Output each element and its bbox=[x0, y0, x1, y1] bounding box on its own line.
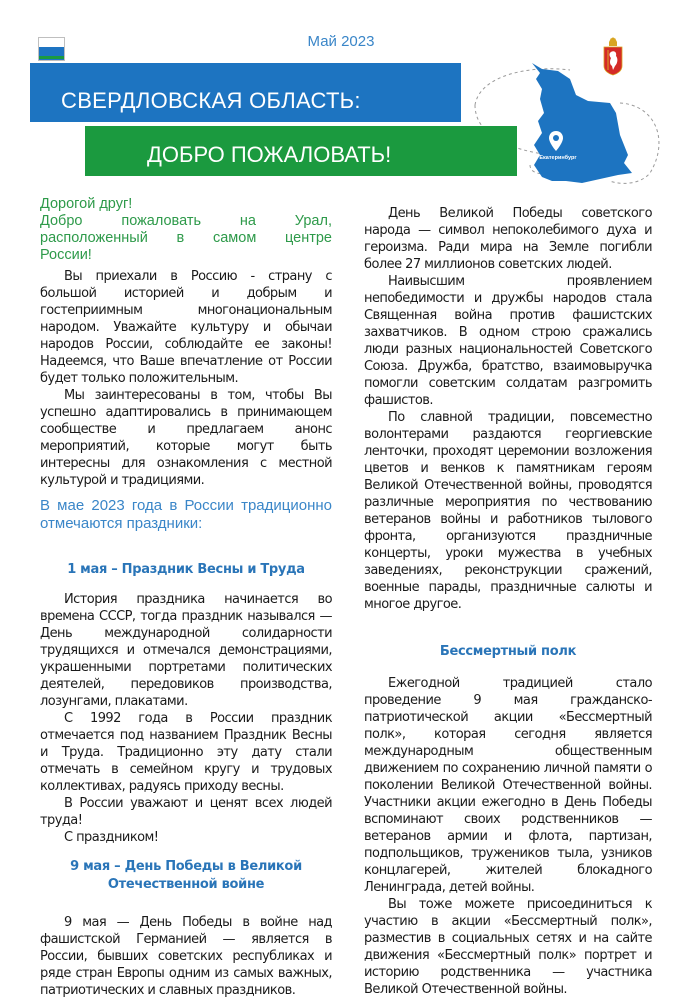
map-city-label: Екатеринбург bbox=[539, 155, 577, 161]
section-paragraph: 9 мая — День Победы в войне над фашистской Германией — является в России, бывших советских республиках и ряде стран Европы одним из самых важных, патриотических и славных праздников. bbox=[40, 915, 332, 998]
coat-of-arms-icon bbox=[601, 36, 625, 76]
holidays-lead: В мае 2023 года в России традиционно отмечаются праздники: bbox=[40, 497, 332, 532]
victory-paragraph: По славной традиции, повсеместно волонтерами раздаются георгиевские ленточки, проходят церемонии возложения цветов и венков к памятникам героям Великой Отечественной войны, проводятся различные мероприятия по чествованию ветеранов войны и работников тылового фронта, организуются праздничные концерты, уроки мужества в учебных заведениях, реконструкции сражений, военные парады, праздничные салюты и многое другое. bbox=[364, 410, 652, 612]
greeting-line: расположенный в самом центре bbox=[40, 230, 332, 246]
section-title-line: 9 мая – День Победы в Великой bbox=[70, 859, 302, 874]
intro-paragraph: Мы заинтересованы в том, чтобы Вы успешно адаптировались в принимающем сообществе и предлагаем анонс мероприятий, которые могут быть интересны для ознакомления с местной культурой и традициями. bbox=[40, 388, 332, 488]
title-region: СВЕРДЛОВСКАЯ ОБЛАСТЬ: bbox=[61, 88, 361, 113]
section-paragraph: Ежегодной традицией стало проведение 9 мая гражданско-патриотической акции «Бессмертный полк», которая сегодня является международным общественным движением по сохранению личной памяти о поколении Великой Отечественной войны. Участники акции ежегодно в День Победы вспоминают своих родственников — ветеранов армии и флота, партизан, подпольщиков, тружеников тыла, узников концлагерей, жителей блокадного Ленинграда, детей войны. bbox=[364, 676, 652, 895]
greeting-line: России! bbox=[40, 247, 92, 263]
section-paragraph: С праздником! bbox=[64, 830, 159, 845]
greeting bbox=[40, 196, 332, 264]
section-paragraph: В России уважают и ценят всех людей труда! bbox=[40, 796, 332, 828]
title-welcome: ДОБРО ПОЖАЛОВАТЬ! bbox=[147, 142, 392, 167]
section-title-may1: 1 мая – Праздник Весны и Труда bbox=[67, 562, 305, 577]
victory-paragraph: Наивысшим проявлением непобедимости и дружбы народов стала Священная война против фашистских захватчиков. В одном строю сражались люди разных национальностей Советского Союза. Дружба, братство, взаимовыручка помогли советским солдатам разгромить фашистов. bbox=[364, 274, 652, 408]
location-pin-icon bbox=[548, 130, 564, 152]
left-column bbox=[40, 196, 332, 999]
section-paragraph: Вы тоже можете присоединиться к участию в акции «Бессмертный полк», разместив в социальных сетях и на сайте движения «Бессмертный полк» портрет и историю родственника — участника Великой Отечественной войны. bbox=[364, 897, 652, 997]
greeting-line: Добро пожаловать на Урал, bbox=[40, 213, 332, 229]
issue-date: Май 2023 bbox=[307, 33, 375, 50]
victory-paragraph: День Великой Победы советского народа — символ непоколебимого духа и героизма. Ради мира на Земле погибли более 27 миллионов советских людей. bbox=[364, 206, 652, 272]
section-paragraph: С 1992 года в России праздник отмечается под названием Праздник Весны и Труда. Традиционно эту дату стали отмечать в семейном кругу и трудовых коллективах, радуясь приходу весны. bbox=[40, 711, 332, 794]
section-paragraph: История праздника начинается во времена СССР, тогда праздник назывался — День международной солидарности трудящихся и отмечался демонстрациями, украшенными портретами политических деятелей, передовиков производства, лозунгами, плакатами. bbox=[40, 592, 332, 709]
section-title-immortal-regiment: Бессмертный полк bbox=[439, 644, 577, 659]
section-title-line: Отечественной войне bbox=[107, 877, 265, 892]
greeting-line: Дорогой друг! bbox=[40, 196, 133, 212]
title-banner-welcome bbox=[85, 126, 517, 176]
intro-paragraph: Вы приехали в Россию - страну с большой историей и добрым и гостеприимным многонациональным народом. Уважайте культуру и обычаи народов России, соблюдайте ее законы! Надеемся, что Ваше впечатление от России будет только положительным. bbox=[40, 269, 332, 386]
section-title-may9 bbox=[40, 858, 332, 894]
title-banner-region bbox=[30, 63, 461, 122]
right-column bbox=[364, 205, 652, 998]
